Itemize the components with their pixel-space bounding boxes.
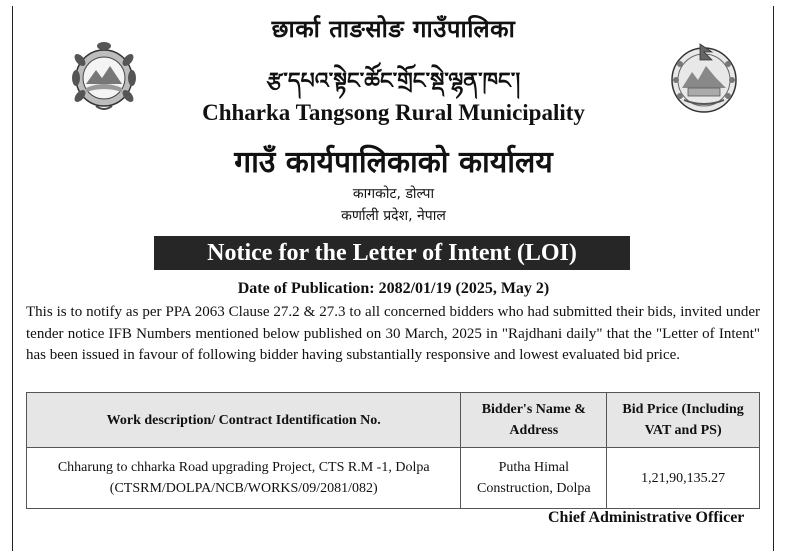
publication-date: Date of Publication: 2082/01/19 (2025, May 2) [237, 280, 550, 297]
address-line-1: कागकोट, डोल्पा [352, 186, 435, 202]
header-bidder-name: Bidder's Name & Address [461, 393, 607, 448]
header-bid-price: Bid Price (Including VAT and PS) [607, 393, 760, 448]
cell-bidder [461, 448, 607, 509]
table-header-row [27, 393, 760, 448]
bidder-address-text: Construction, Dolpa [477, 481, 591, 496]
cell-bid-price: 1,21,90,135.27 [607, 448, 760, 509]
office-title-nepali: गाउँ कार्यपालिकाको कार्यालय [234, 145, 553, 180]
bid-table [26, 392, 760, 509]
header-work-description: Work description/ Contract Identification No. [27, 393, 461, 448]
work-description-text: Chharung to chharka Road upgrading Project, CTS R.M -1, Dolpa [57, 460, 430, 475]
table-row [27, 448, 760, 509]
cell-work-description [27, 448, 461, 509]
municipality-title-english: Chharka Tangsong Rural Municipality [202, 100, 585, 125]
notice-body: This is to notify as per PPA 2063 Clause 27.2 & 27.3 to all concerned bidders who had submitted their bids, invited under tender notice IFB Numbers mentioned below published on 30 March, 2025 in "Rajdhani daily" that the "Letter of Intent" has been issued in favour of following bidder having substantially responsive and lowest evaluated bid price. [26, 304, 760, 363]
contract-id-text: (CTSRM/DOLPA/NCB/WORKS/09/2081/082) [109, 481, 378, 496]
signoff-title: Chief Administrative Officer [548, 509, 745, 526]
bidder-name-text: Putha Himal [498, 460, 569, 475]
municipality-title-tibetan: རྩ་དཔའ་སྟེང་ཚོང་གྲོང་སྡེ་ལྷན་ཁང་། [266, 69, 521, 94]
notice-title-banner: Notice for the Letter of Intent (LOI) [154, 236, 630, 270]
municipality-title-nepali: छार्का ताङसोङ गाउँपालिका [271, 15, 516, 43]
address-line-2: कर्णाली प्रदेश, नेपाल [341, 208, 446, 224]
